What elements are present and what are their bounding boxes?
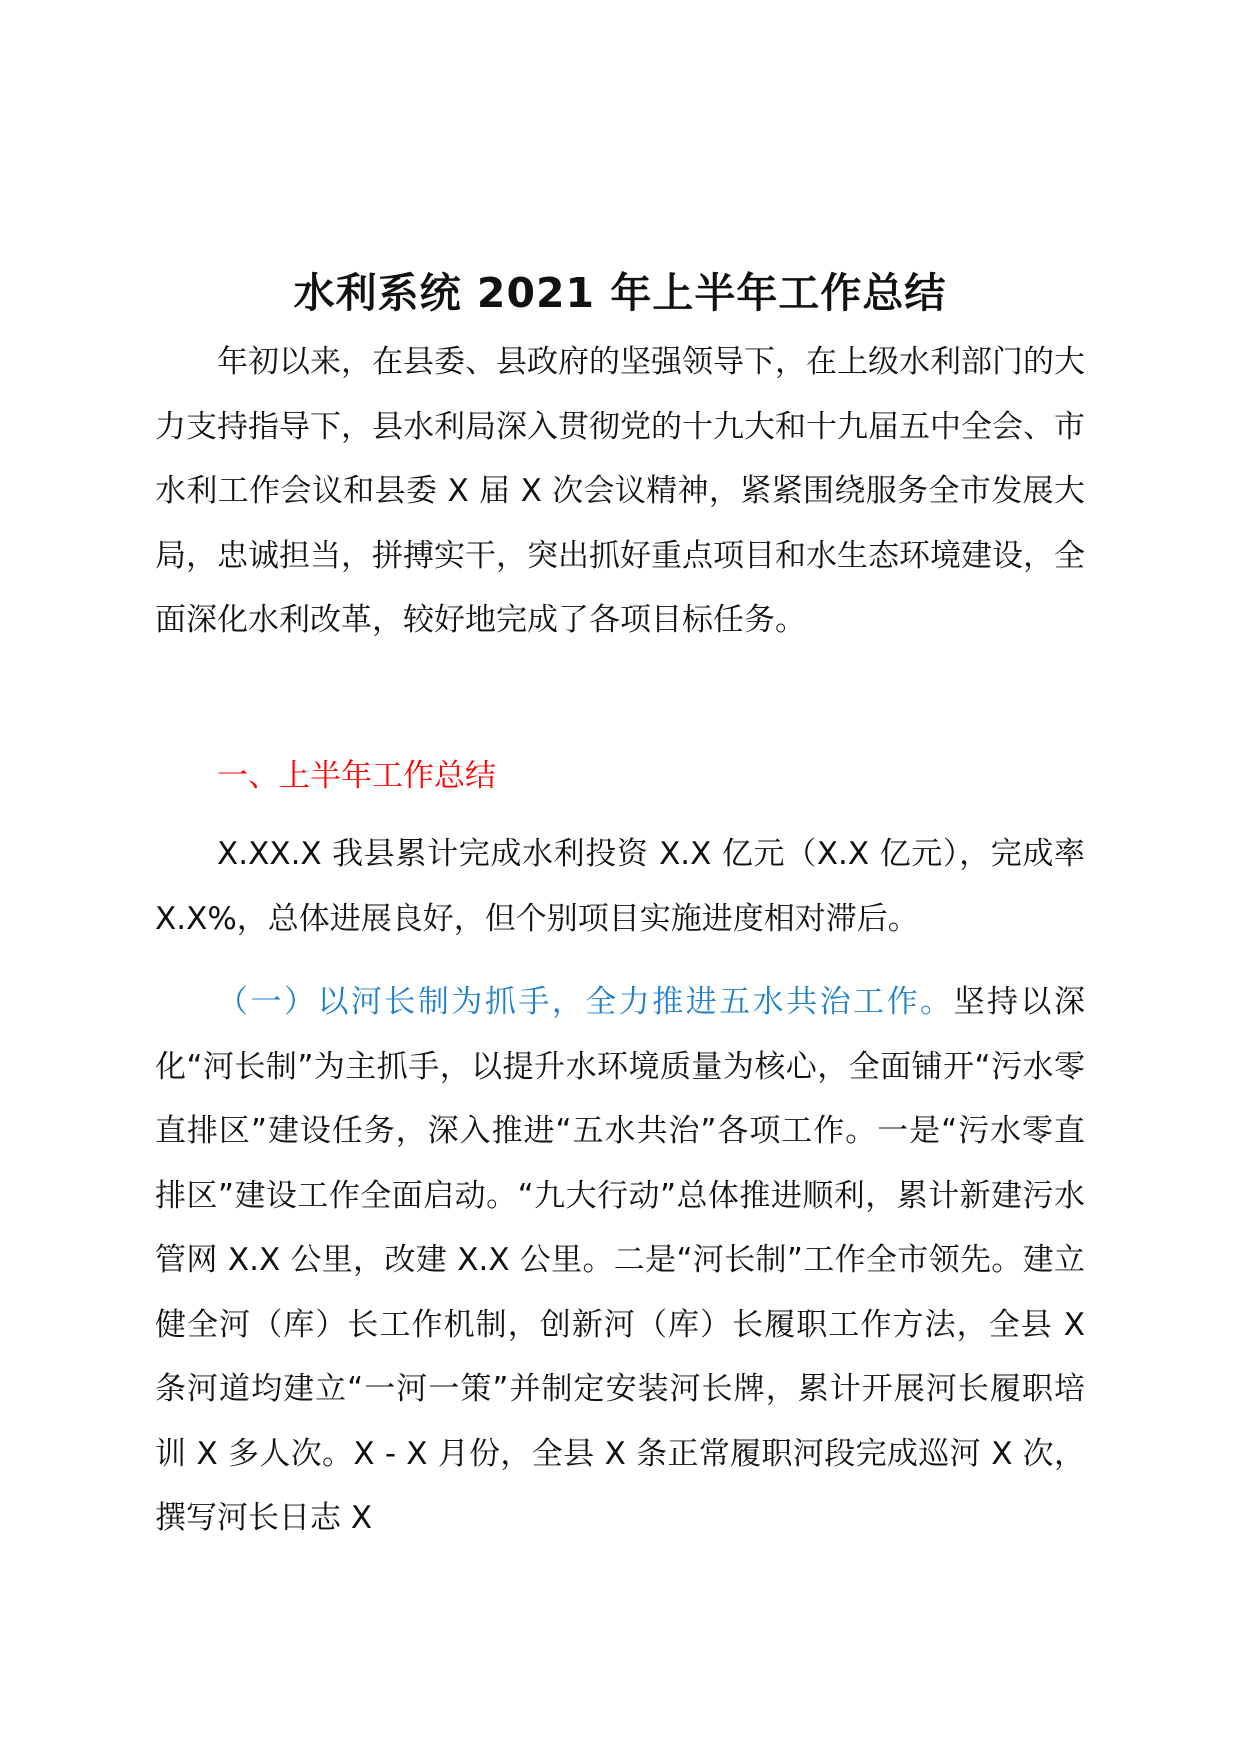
summary-paragraph: X.XX.X 我县累计完成水利投资 X.X 亿元（X.X 亿元），完成率 X.X%，总体进展良好，但个别项目实施进度相对滞后。 <box>155 836 1085 937</box>
document-title: 水利系统 2021 年上半年工作总结 <box>293 269 947 318</box>
section-heading: 一、上半年工作总结 <box>217 758 496 794</box>
intro-paragraph: 年初以来，在县委、县政府的坚强领导下，在上级水利部门的大力支持指导下，县水利局深入贯彻党的十九大和十九届五中全会、市水利工作会议和县委 X 届 X 次会议精神，紧紧围绕服务全市发展大局，忠诚担当，拼搏实干，突出抓好重点项目和水生态环境建设，全面深化水利改革，较好地完成了各项目标任务。 <box>155 344 1085 638</box>
subsection-paragraph <box>155 970 1085 1551</box>
subsection-body: 坚持以深化“河长制”为主抓手，以提升水环境质量为核心，全面铺开“污水零直排区”建设任务，深入推进“五水共治”各项工作。一是“污水零直排区”建设工作全面启动。“九大行动”总体推进顺利，累计新建污水管网 X.X 公里，改建 X.X 公里。二是“河长制”工作全市领先。建立健全河（库）长工作机制，创新河（库）长履职工作方法，全县 X 条河道均建立“一河一策”并制定安装河长牌，累计开展河长履职培训 X 多人次。X - X 月份，全县 X 条正常履职河段完成巡河 X 次，撰写河长日志 X <box>155 984 1086 1536</box>
subsection-heading: （一）以河长制为抓手，全力推进五水共治工作。 <box>217 984 954 1020</box>
